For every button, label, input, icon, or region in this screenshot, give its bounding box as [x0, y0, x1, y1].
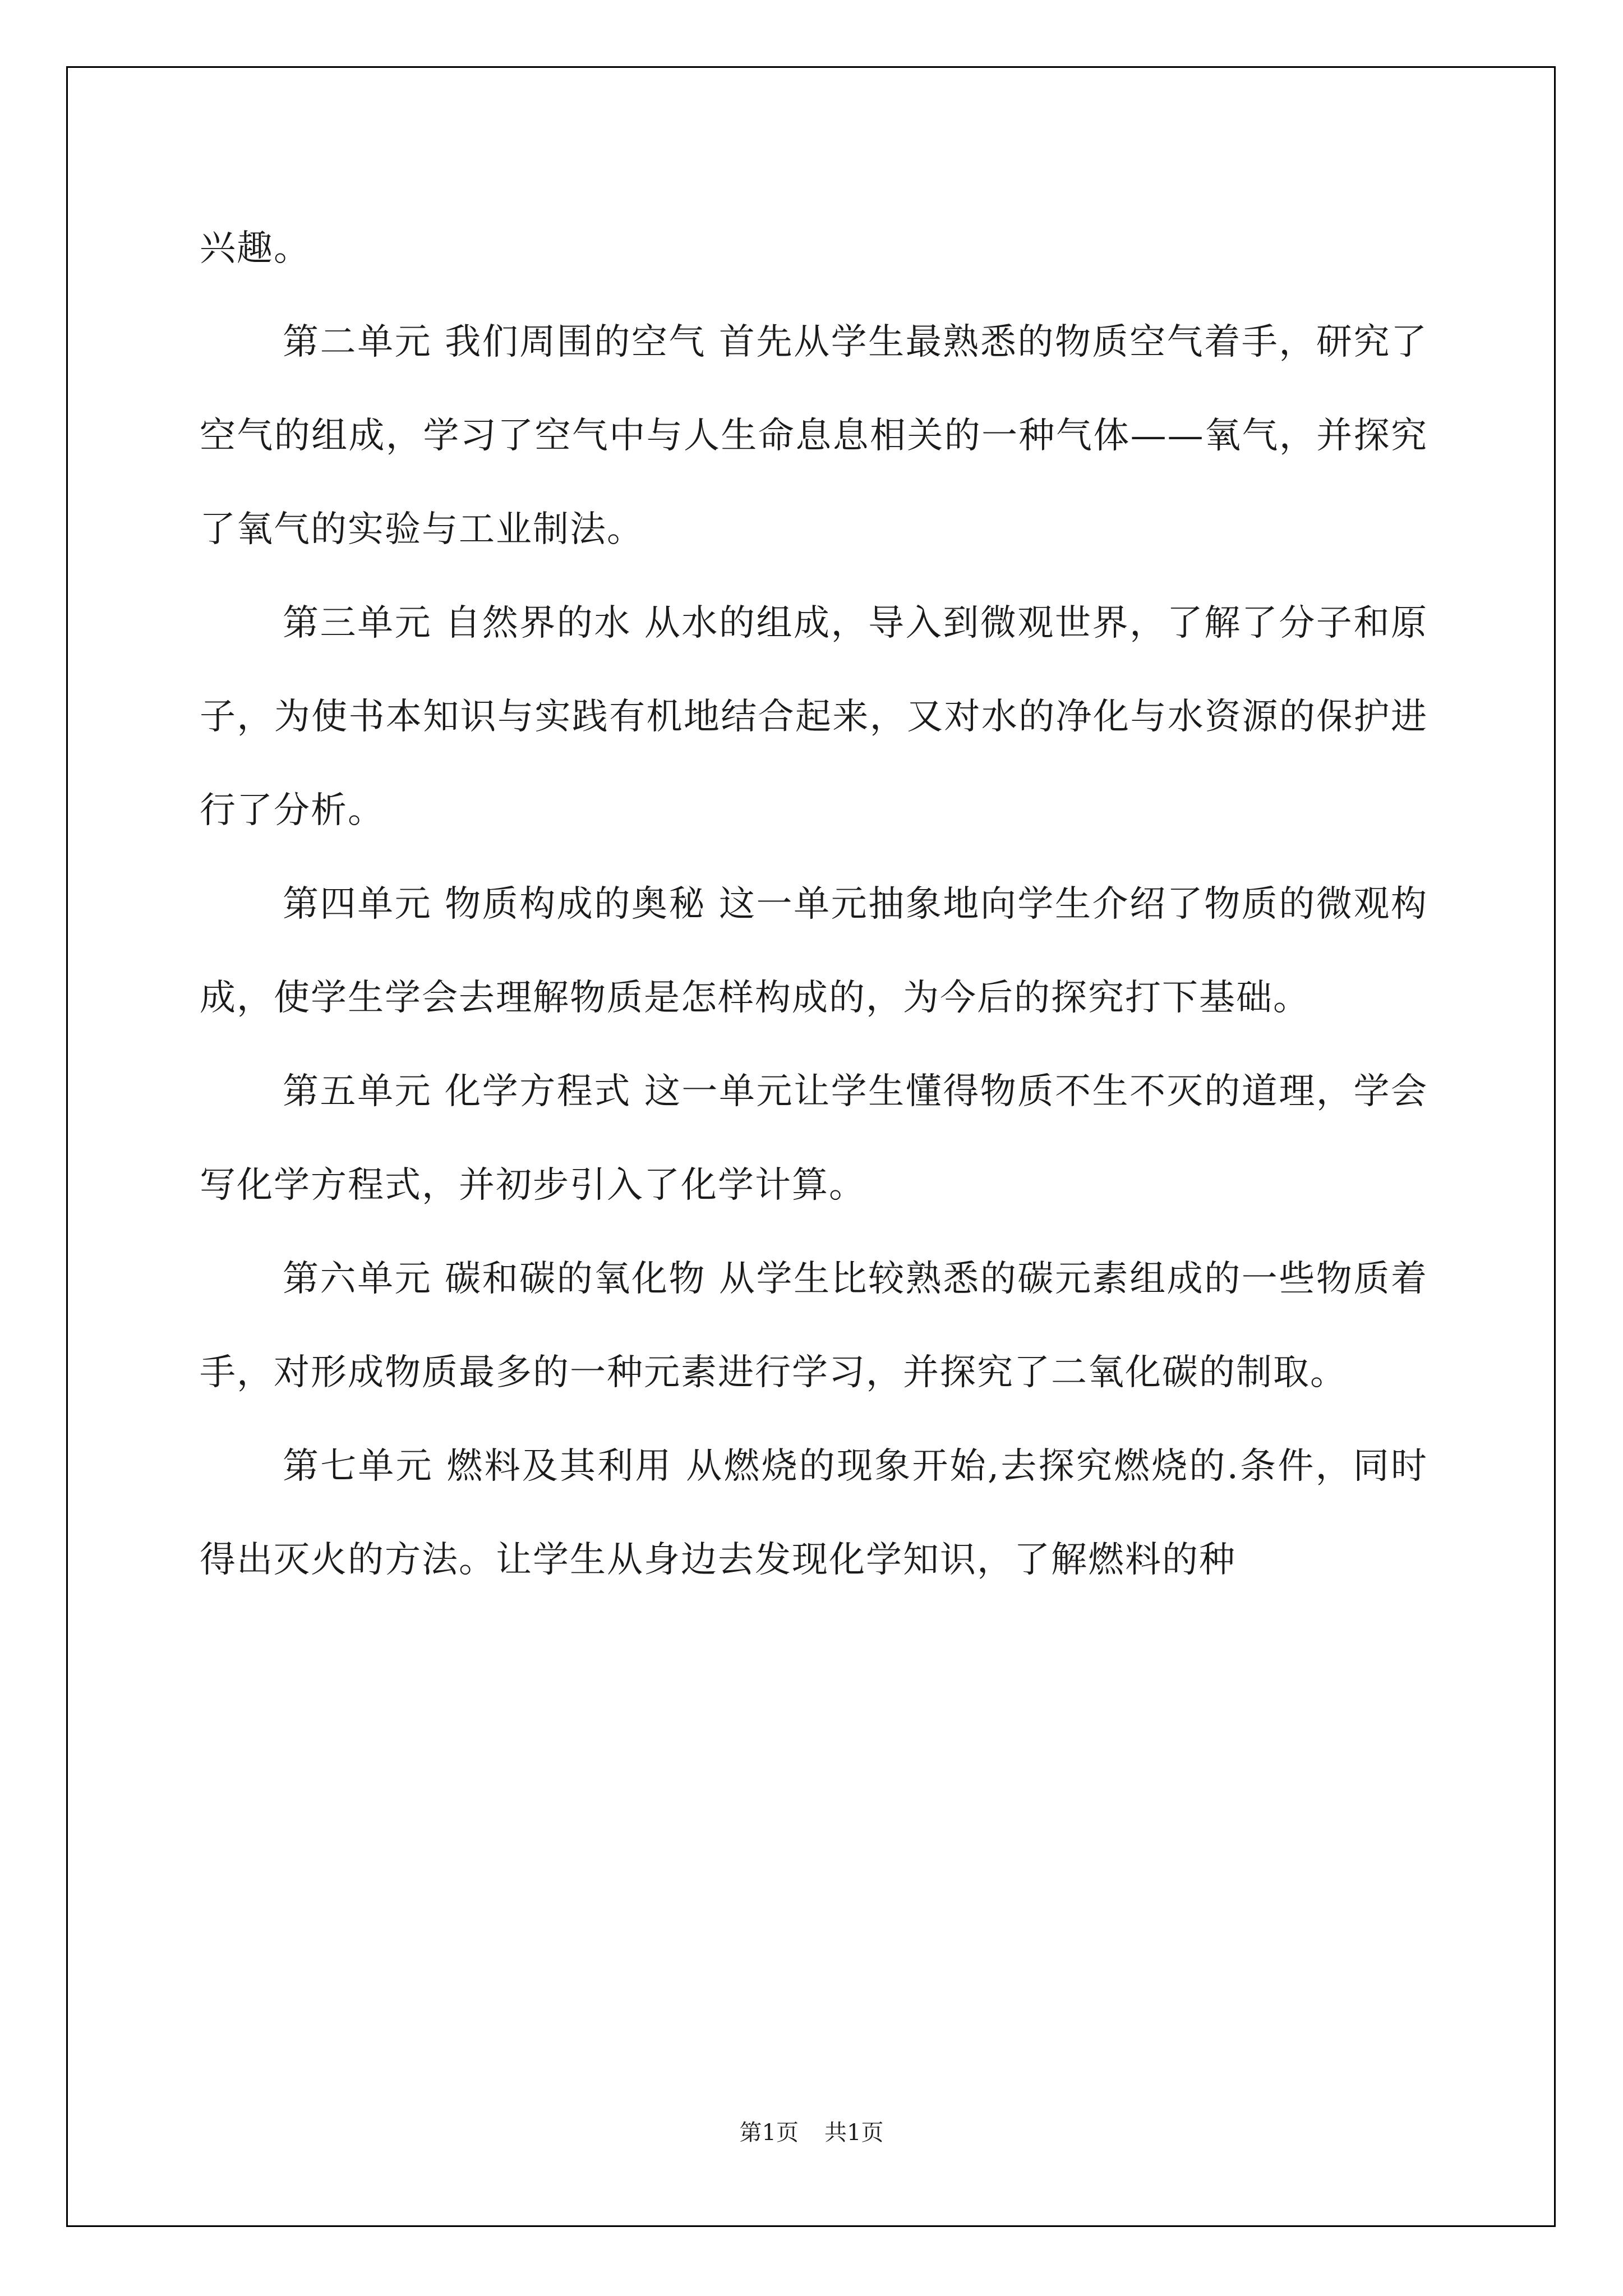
page-total: 共1页	[824, 2120, 884, 2146]
paragraph: 第三单元 自然界的水 从水的组成，导入到微观世界，了解了分子和原子，为使书本知识与实践有机地结合起来，又对水的净化与水资源的保护进行了分析。	[200, 602, 1428, 831]
paragraph: 兴趣。	[200, 228, 311, 269]
paragraph: 第六单元 碳和碳的氧化物 从学生比较熟悉的碳元素组成的一些物质着手，对形成物质最多的一种元素进行学习，并探究了二氧化碳的制取。	[200, 1258, 1428, 1393]
paragraph: 第七单元 燃料及其利用 从燃烧的现象开始,去探究燃烧的.条件，同时得出灭火的方法。让学生从身边去发现化学知识，了解燃料的种	[200, 1446, 1428, 1581]
page-footer	[0, 2115, 1623, 2147]
paragraph: 第四单元 物质构成的奥秘 这一单元抽象地向学生介绍了物质的微观构成，使学生学会去理解物质是怎样构成的，为今后的探究打下基础。	[200, 884, 1428, 1019]
page-number: 第1页	[739, 2120, 799, 2146]
document-body	[200, 202, 1428, 1607]
paragraph: 第二单元 我们周围的空气 首先从学生最熟悉的物质空气着手，研究了空气的组成，学习了空气中与人生命息息相关的一种气体——氧气，并探究了氧气的实验与工业制法。	[200, 321, 1428, 550]
paragraph: 第五单元 化学方程式 这一单元让学生懂得物质不生不灭的道理，学会写化学方程式，并初步引入了化学计算。	[200, 1071, 1428, 1206]
